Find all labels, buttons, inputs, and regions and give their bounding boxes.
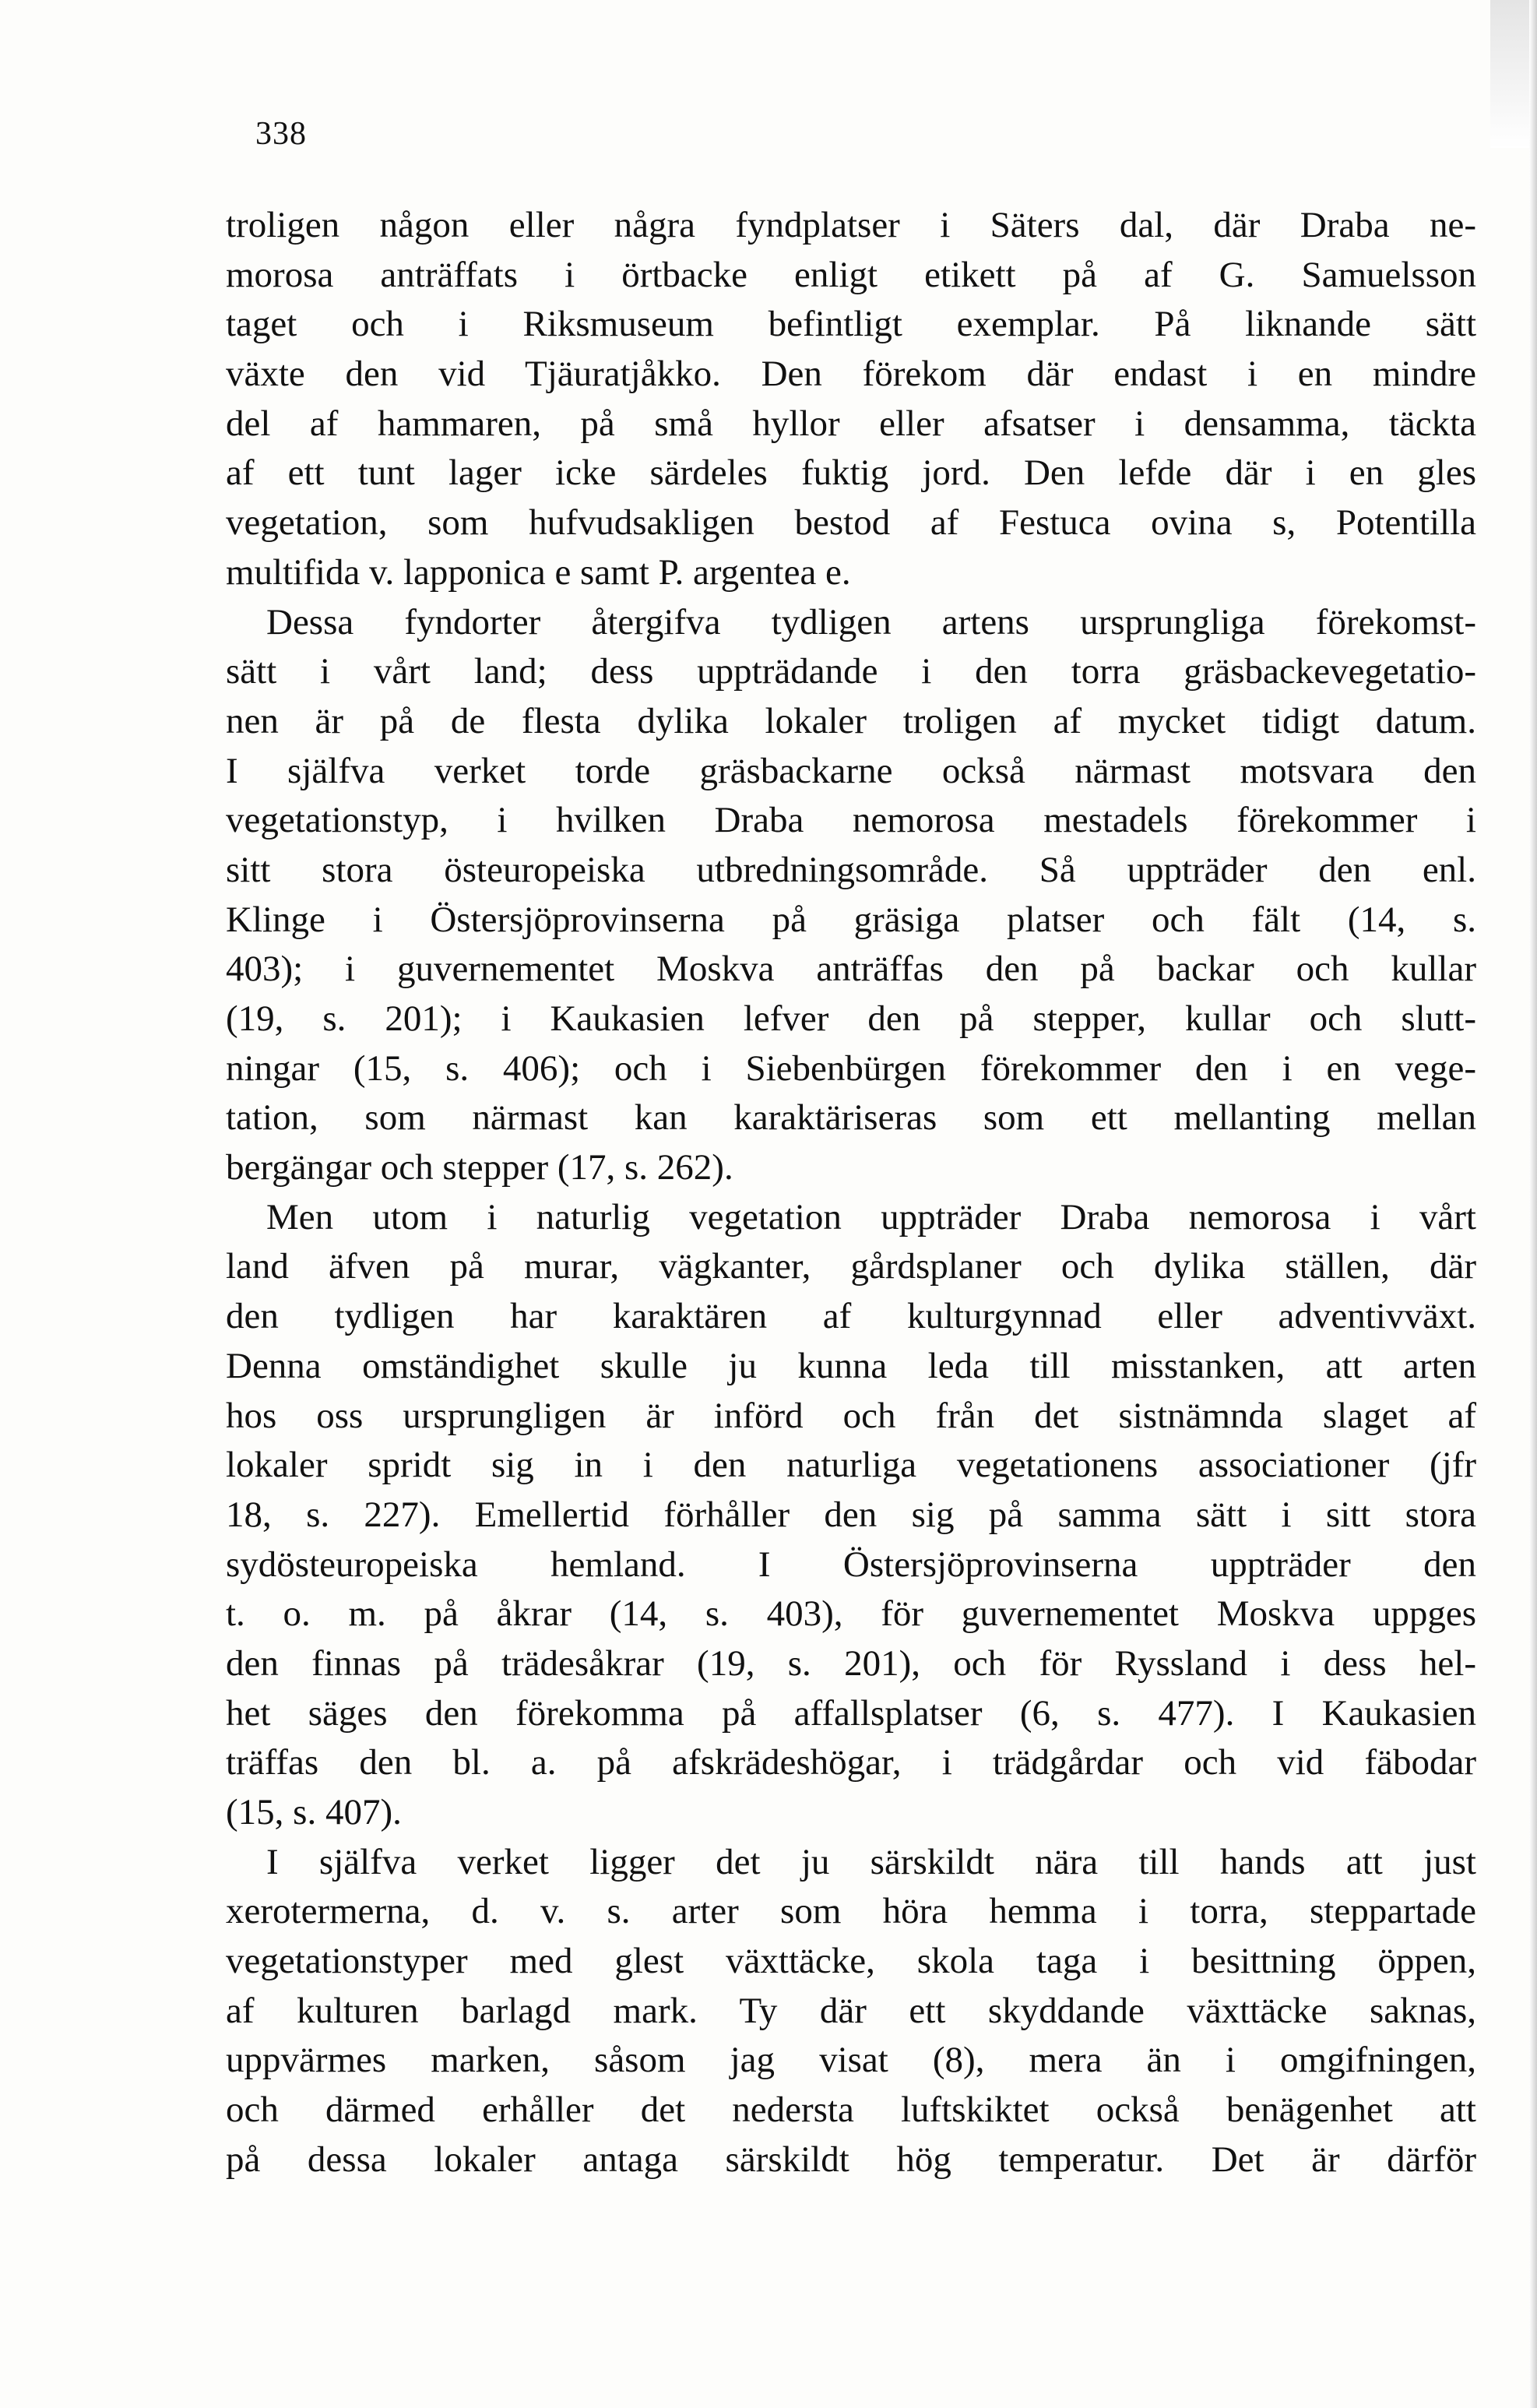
text-line: Denna omständighet skulle ju kunna leda till misstanken, att arten <box>226 1345 1476 1386</box>
text-line: den finnas på trädesåkrar (19, s. 201), och för Ryssland i dess hel- <box>226 1642 1476 1684</box>
text-line: Dessa fyndorter återgifva tydligen artens ursprungliga förekomst- <box>266 601 1476 642</box>
text-line: bergängar och stepper (17, s. 262). <box>226 1147 733 1188</box>
text-line: och därmed erhåller det nedersta luftskiktet också benägenhet att <box>226 2089 1476 2131</box>
text-line: land äfven på murar, vägkanter, gårdsplaner och dylika ställen, där <box>226 1246 1476 1287</box>
text-line: troligen någon eller några fyndplatser i Säters dal, där Draba ne- <box>226 205 1476 245</box>
text-line: sitt stora östeuropeiska utbredningsområde. Så uppträder den enl. <box>226 849 1476 890</box>
text-line: t. o. m. på åkrar (14, s. 403), för guvernementet Moskva uppges <box>226 1593 1476 1635</box>
text-line: Klinge i Östersjöprovinserna på gräsiga platser och fält (14, s. <box>226 899 1476 940</box>
text-line: 18, s. 227). Emellertid förhåller den sig på samma sätt i sitt stora <box>226 1494 1476 1535</box>
text-line: morosa anträffats i örtbacke enligt etikett på af G. Samuelsson <box>226 254 1476 295</box>
text-line: sätt i vårt land; dess uppträdande i den torra gräsbackevegetatio- <box>226 651 1476 692</box>
text-line: I själfva verket ligger det ju särskildt nära till hands att just <box>266 1841 1476 1882</box>
page-edge-shadow <box>1529 0 1537 2408</box>
text-line: (19, s. 201); i Kaukasien lefver den på stepper, kullar och slutt- <box>226 998 1476 1039</box>
text-line: vegetation, som hufvudsakligen bestod af Festuca ovina s, Potentilla <box>226 502 1476 544</box>
page-number: 338 <box>255 116 307 152</box>
text-line: 403); i guvernementet Moskva anträffas den på backar och kullar <box>226 949 1476 990</box>
body-text <box>226 201 1476 2185</box>
text-line: vegetationstyp, i hvilken Draba nemorosa mestadels förekommer i <box>226 800 1476 841</box>
text-line: taget och i Riksmuseum befintligt exemplar. På liknande sätt <box>226 304 1476 345</box>
text-line: Men utom i naturlig vegetation uppträder Draba nemorosa i vårt <box>266 1196 1476 1237</box>
text-line: af kulturen barlagd mark. Ty där ett skyddande växttäcke saknas, <box>226 1990 1476 2031</box>
text-line: tation, som närmast kan karaktäriseras som ett mellanting mellan <box>226 1097 1476 1139</box>
text-line: hos oss ursprungligen är införd och från det sistnämnda slaget af <box>226 1395 1476 1436</box>
text-line: I själfva verket torde gräsbackarne också närmast motsvara den <box>226 750 1476 791</box>
text-line: lokaler spridt sig in i den naturliga vegetationens associationer (jfr <box>226 1445 1476 1486</box>
text-line: xerotermerna, d. v. s. arter som höra hemma i torra, steppartade <box>226 1891 1476 1932</box>
text-line: sydösteuropeiska hemland. I Östersjöprovinserna uppträder den <box>226 1544 1476 1585</box>
text-line: het säges den förekomma på affallsplatser (6, s. 477). I Kaukasien <box>226 1692 1476 1734</box>
text-line: del af hammaren, på små hyllor eller afsatser i densamma, täckta <box>226 403 1476 444</box>
text-line: uppvärmes marken, såsom jag visat (8), mera än i omgifningen, <box>226 2040 1476 2081</box>
text-line: vegetationstyper med glest växttäcke, skola taga i besittning öppen, <box>226 1941 1476 1982</box>
text-line: den tydligen har karaktären af kulturgynnad eller adventivväxt. <box>226 1296 1476 1337</box>
text-line: på dessa lokaler antaga särskildt hög temperatur. Det är därför <box>226 2139 1476 2180</box>
text-line: multifida v. lapponica e samt P. argentea e. <box>226 551 851 593</box>
text-line: växte den vid Tjäuratjåkko. Den förekom där endast i en mindre <box>226 354 1476 395</box>
text-line: nen är på de flesta dylika lokaler troligen af mycket tidigt datum. <box>226 700 1476 741</box>
text-line: ningar (15, s. 406); och i Siebenbürgen förekommer den i en vege- <box>226 1047 1476 1089</box>
text-line: träffas den bl. a. på afskrädeshögar, i trädgårdar och vid fäbodar <box>226 1742 1476 1783</box>
text-line: (15, s. 407). <box>226 1792 402 1832</box>
text-line: af ett tunt lager icke särdeles fuktig jord. Den lefde där i en gles <box>226 452 1476 494</box>
